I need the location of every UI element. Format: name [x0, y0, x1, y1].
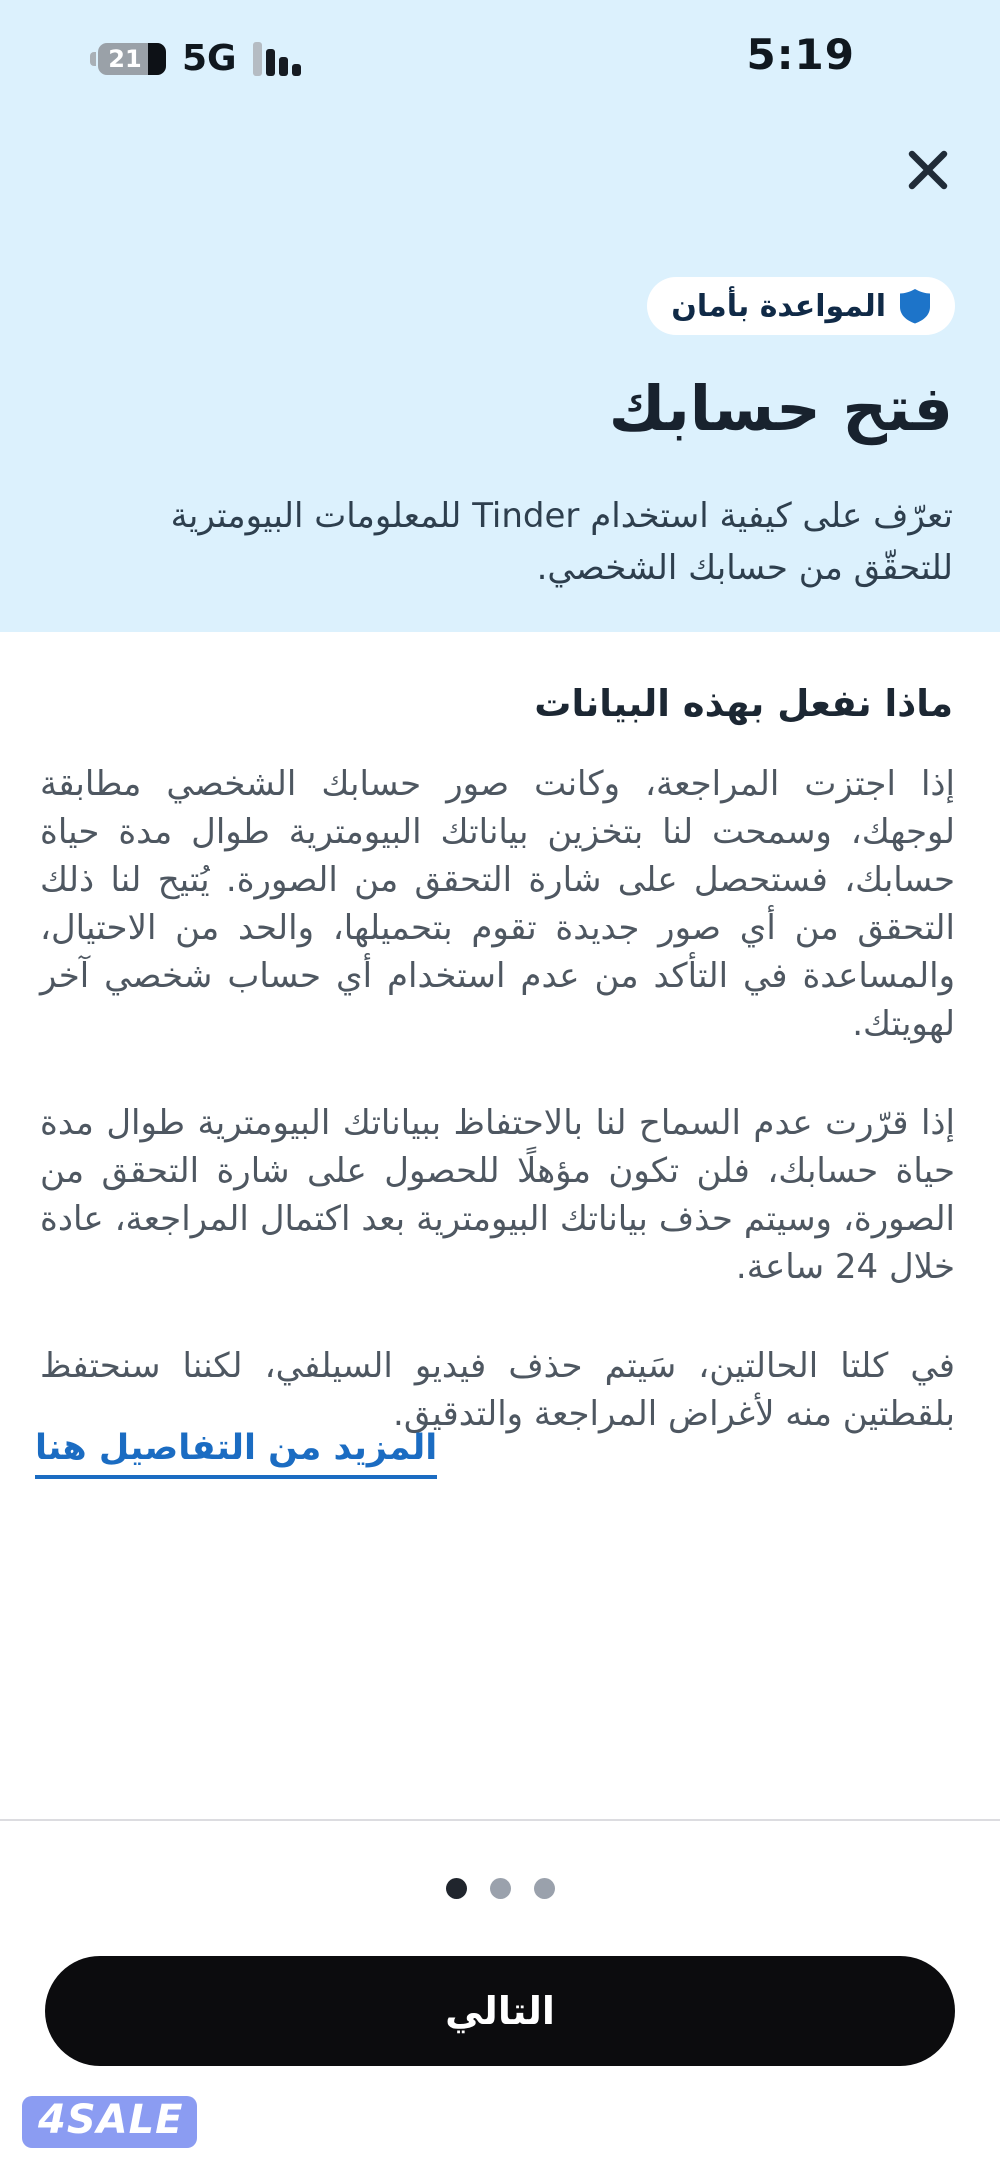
signal-bar	[279, 57, 288, 76]
battery-percent: 21	[108, 44, 142, 73]
page-dot[interactable]	[534, 1878, 555, 1899]
status-time: 5:19	[746, 30, 855, 79]
cellular-signal-icon	[253, 42, 301, 76]
signal-bar	[253, 42, 262, 76]
page-dot[interactable]	[490, 1878, 511, 1899]
paragraph: إذا اجتزت المراجعة، وكانت صور حسابك الشخصي مطابقة لوجهك، وسمحت لنا بتخزين بياناتك البيومترية طوال مدة حياة حسابك، فستحصل على شارة التحقق من الصورة. يُتيح لنا ذلك التحقق من أي صور جديدة تقوم بتحميلها، والحد من الاحتيال، والمساعدة في التأكد من عدم استخدام أي حساب شخصي آخر لهويتك.	[40, 764, 955, 1044]
paragraph: في كلتا الحالتين، سَيتم حذف فيديو السيلفي، لكننا سنحتفظ بلقطتين منه لأغراض المراجعة والتدقيق.	[40, 1346, 955, 1434]
battery-fill	[148, 43, 166, 75]
more-details-link[interactable]: المزيد من التفاصيل هنا	[35, 1428, 437, 1479]
battery-cap	[90, 52, 96, 66]
battery-body	[98, 43, 166, 75]
signal-bar	[266, 49, 275, 76]
safe-dating-badge	[647, 277, 955, 335]
status-indicators	[90, 38, 301, 79]
next-button[interactable]: التالي	[45, 1956, 955, 2066]
battery-icon	[90, 43, 166, 75]
shield-icon	[899, 288, 931, 324]
bottom-bar-divider	[0, 1819, 1000, 1821]
header	[0, 0, 1000, 632]
body-text	[40, 760, 955, 1489]
section-heading: ماذا نفعل بهذه البيانات	[534, 682, 953, 725]
page-title: فتح حسابك	[608, 372, 953, 445]
signal-bar	[292, 64, 301, 76]
close-button[interactable]	[904, 146, 952, 194]
page-dots	[0, 1878, 1000, 1899]
badge-label: المواعدة بأمان	[671, 288, 886, 324]
close-x-icon	[904, 146, 952, 194]
paragraph: إذا قرّرت عدم السماح لنا بالاحتفاظ ببياناتك البيومترية طوال مدة حياة حسابك، فلن تكون مؤهلًا للحصول على شارة التحقق من الصورة، وسيتم حذف بياناتك البيومترية بعد اكتمال المراجعة، عادة خلال 24 ساعة.	[40, 1103, 955, 1287]
watermark-4sale: 4SALE	[22, 2096, 197, 2148]
page-dot-active[interactable]	[446, 1878, 467, 1899]
page-subtitle: تعرّف على كيفية استخدام Tinder للمعلومات البيومترية للتحقّق من حسابك الشخصي.	[170, 496, 953, 588]
network-type-label: 5G	[182, 38, 237, 79]
